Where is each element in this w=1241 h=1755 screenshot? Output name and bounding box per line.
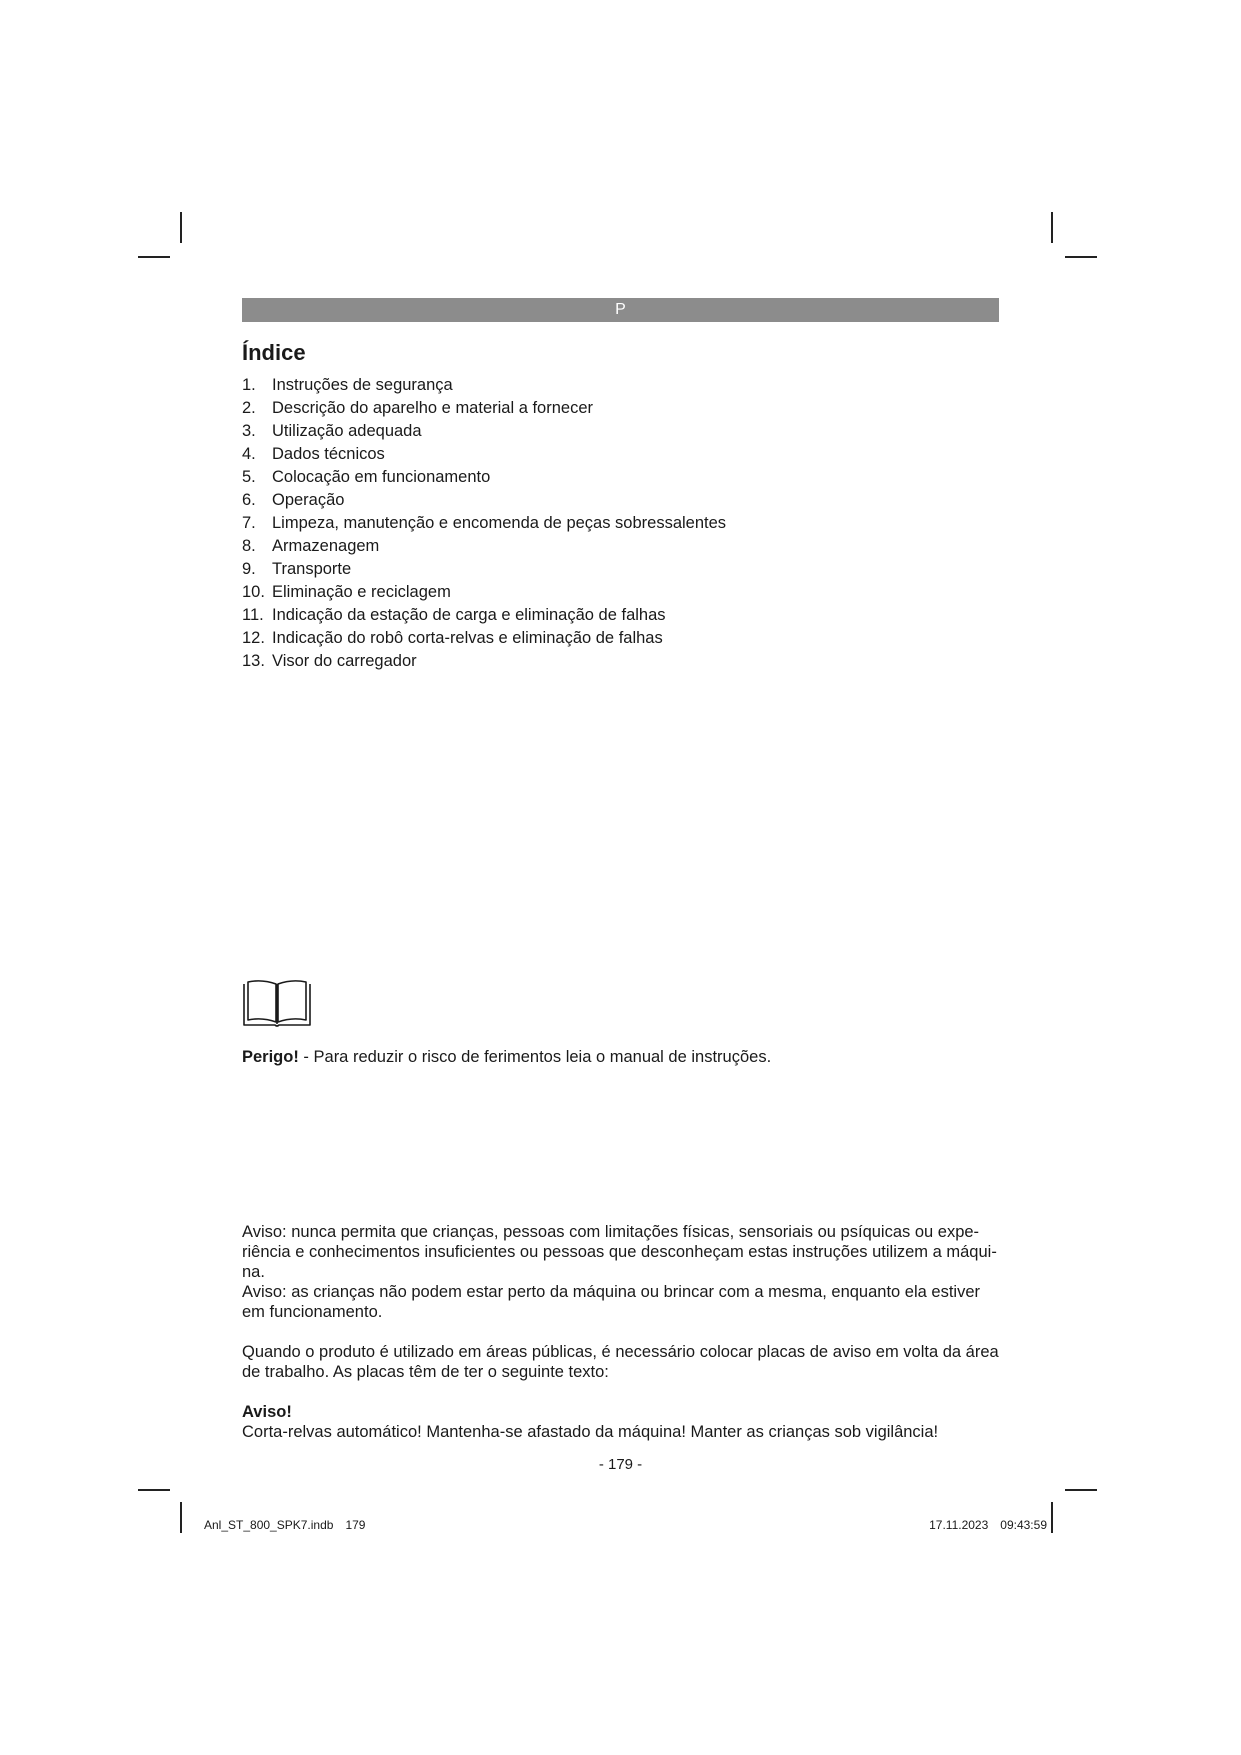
toc-item: 5. Colocação em funcionamento [242, 466, 726, 489]
toc-item-label: Visor do carregador [272, 652, 417, 670]
toc-item: 4. Dados técnicos [242, 443, 726, 466]
warning-text-line: riência e conhecimentos insuficientes ou pessoas que desconheçam estas instruções utilizem a máqui- [242, 1243, 997, 1261]
toc-item-label: Limpeza, manutenção e encomenda de peças sobressalentes [272, 514, 727, 532]
toc-item: 2. Descrição do aparelho e material a fornecer [242, 397, 726, 420]
table-of-contents [242, 374, 726, 673]
page-number: - 179 - [598, 1456, 643, 1473]
toc-item: 11. Indicação da estação de carga e eliminação de falhas [242, 604, 726, 627]
crop-mark-bottom-right-vertical [1051, 1502, 1053, 1533]
print-footer-timestamp [929, 1517, 1047, 1533]
danger-label: Perigo! [242, 1048, 299, 1066]
toc-item: 7. Limpeza, manutenção e encomenda de peças sobressalentes [242, 512, 726, 535]
toc-item: 10. Eliminação e reciclagem [242, 581, 726, 604]
crop-mark-bottom-left-vertical [180, 1502, 182, 1533]
crop-mark-top-right-vertical [1051, 212, 1053, 243]
toc-item-label: Armazenagem [272, 537, 380, 555]
toc-item-label: Dados técnicos [272, 445, 385, 463]
toc-item-label: Descrição do aparelho e material a fornecer [272, 399, 594, 417]
sign-text: Corta-relvas automático! Mantenha-se afastado da máquina! Manter as crianças sob vigilância! [242, 1423, 939, 1441]
crop-mark-top-right-horizontal [1065, 256, 1097, 258]
footer-time: 09:43:59 [1000, 1518, 1047, 1532]
book-icon [242, 978, 312, 1028]
toc-item-label: Transporte [272, 560, 352, 578]
crop-mark-top-left-horizontal [138, 256, 170, 258]
danger-notice [242, 1046, 771, 1068]
toc-item: 12. Indicação do robô corta-relvas e eliminação de falhas [242, 627, 726, 650]
footer-file-name: Anl_ST_800_SPK7.indb [204, 1518, 334, 1532]
toc-item: 13. Visor do carregador [242, 650, 726, 673]
warnings-section [242, 1222, 999, 1442]
toc-item-label: Instruções de segurança [272, 376, 453, 394]
warning-text-line: na. [242, 1263, 265, 1281]
language-header-bar [242, 298, 999, 322]
toc-item-label: Indicação da estação de carga e eliminação de falhas [272, 606, 666, 624]
toc-item: 3. Utilização adequada [242, 420, 726, 443]
sign-title: Aviso! [242, 1403, 292, 1421]
toc-item: 8. Armazenagem [242, 535, 726, 558]
crop-mark-bottom-left-horizontal [138, 1489, 170, 1491]
print-footer-file [204, 1517, 365, 1533]
public-areas-line: de trabalho. As placas têm de ter o seguinte texto: [242, 1363, 609, 1381]
toc-item-label: Indicação do robô corta-relvas e eliminação de falhas [272, 629, 663, 647]
warning-children-line: Aviso: as crianças não podem estar perto da máquina ou brincar com a mesma, enquanto ela estiver [242, 1283, 981, 1301]
warning-text-line: Aviso: nunca permita que crianças, pessoas com limitações físicas, sensoriais ou psíquicas ou expe- [242, 1223, 980, 1241]
toc-item-label: Eliminação e reciclagem [272, 583, 451, 601]
toc-item: 9. Transporte [242, 558, 726, 581]
footer-file-page: 179 [345, 1518, 366, 1532]
danger-text: - Para reduzir o risco de ferimentos leia o manual de instruções. [298, 1048, 772, 1066]
toc-item-label: Operação [272, 491, 345, 509]
crop-mark-top-left-vertical [180, 212, 182, 243]
page-title: Índice [242, 340, 306, 365]
language-code: P [615, 301, 626, 318]
public-areas-line: Quando o produto é utilizado em áreas públicas, é necessário colocar placas de aviso em volta da área [242, 1343, 999, 1361]
toc-item-label: Colocação em funcionamento [272, 468, 491, 486]
footer-date: 17.11.2023 [929, 1518, 989, 1532]
crop-mark-bottom-right-horizontal [1065, 1489, 1097, 1491]
toc-item: 6. Operação [242, 489, 726, 512]
warning-children-line: em funcionamento. [242, 1303, 383, 1321]
toc-item-label: Utilização adequada [272, 422, 422, 440]
toc-item: 1. Instruções de segurança [242, 374, 726, 397]
